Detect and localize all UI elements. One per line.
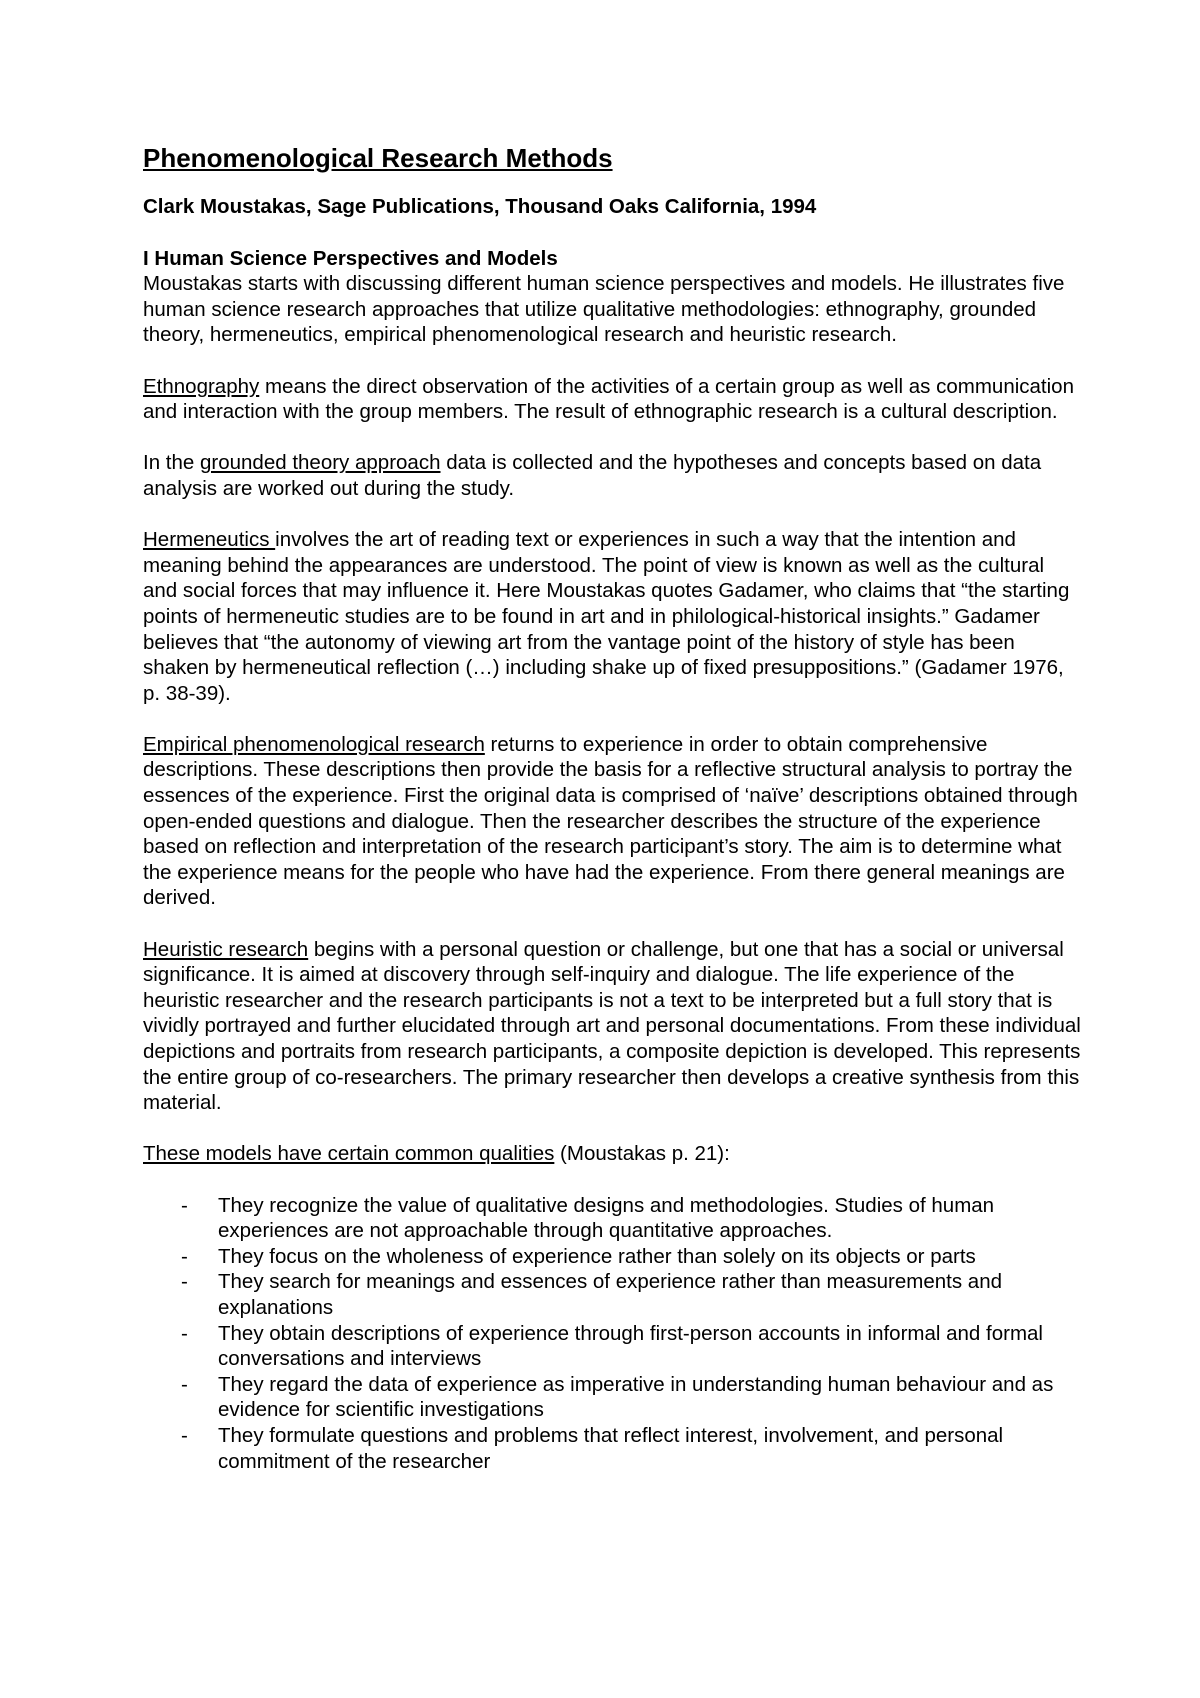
- ethnography-text: means the direct observation of the activities of a certain group as well as communication and interaction with the group members. The result of ethnographic research is a cultural description.: [143, 374, 1074, 424]
- hermeneutics-term: Hermeneutics: [143, 528, 276, 552]
- grounded-theory-term: grounded theory approach: [200, 451, 441, 475]
- list-item: [143, 1423, 1083, 1474]
- bullet-dash: -: [181, 1193, 188, 1217]
- hermeneutics-text: involves the art of reading text or experiences in such a way that the intention and meaning behind the appearances are understood. The point of view is known as well as the cultural and social forces that may influence it. Here Moustakas quotes Gadamer, who claims that “the starting points of hermeneutic studies are to be found in art and in philological-historical insights.” Gadamer believes that “the autonomy of viewing art from the vantage point of the history of style has been shaken by hermeneutical reflection (…) including shake up of fixed presuppositions.” (Gadamer 1976, p. 38-39).: [143, 528, 1070, 705]
- grounded-theory-paragraph: [143, 450, 1083, 501]
- bullet-dash: -: [181, 1372, 188, 1396]
- list-item: [143, 1269, 1083, 1320]
- bullet-dash: -: [181, 1423, 188, 1447]
- grounded-theory-lead: In the: [143, 451, 200, 475]
- empirical-paragraph: [143, 732, 1083, 911]
- heuristic-text: begins with a personal question or challenge, but one that has a social or universal significance. It is aimed at discovery through self-inquiry and dialogue. The life experience of the heuristic researcher and the research participants is not a text to be interpreted but a full story that is vividly portrayed and further elucidated through art and personal documentations. From these individual depictions and portraits from research participants, a composite depiction is developed. This represents the entire group of co-researchers. The primary researcher then develops a creative synthesis from this material.: [143, 937, 1081, 1115]
- ethnography-term: Ethnography: [143, 374, 260, 398]
- qualities-list: [143, 1193, 1083, 1475]
- bullet-dash: -: [181, 1321, 188, 1345]
- bullet-dash: -: [181, 1244, 188, 1268]
- section-heading: I Human Science Perspectives and Models: [143, 246, 558, 270]
- list-item-text: They formulate questions and problems that reflect interest, involvement, and personal commitment of the researcher: [218, 1423, 1004, 1473]
- empirical-text: returns to experience in order to obtain comprehensive descriptions. These descriptions then provide the basis for a reflective structural analysis to portray the essences of the experience. First the original data is comprised of ‘naïve’ descriptions obtained through open-ended questions and dialogue. Then the researcher describes the structure of the experience based on reflection and interpretation of the research participant’s story. The aim is to determine what the experience means for the people who have had the experience. From there general meanings are derived.: [143, 732, 1078, 910]
- qualities-text: (Moustakas p. 21):: [554, 1142, 730, 1166]
- list-item-text: They obtain descriptions of experience through first-person accounts in informal and formal conversations and interviews: [218, 1321, 1043, 1371]
- list-item: [143, 1321, 1083, 1372]
- list-item: [143, 1244, 1083, 1270]
- list-item: [143, 1193, 1083, 1244]
- document-page: [143, 142, 1083, 1474]
- list-item-text: They focus on the wholeness of experience rather than solely on its objects or parts: [218, 1244, 976, 1268]
- heuristic-term: Heuristic research: [143, 937, 309, 961]
- grounded-theory-text: data is collected and the hypotheses and concepts based on data analysis are worked out during the study.: [143, 451, 1042, 500]
- ethnography-paragraph: [143, 374, 1083, 425]
- list-item-text: They recognize the value of qualitative designs and methodologies. Studies of human experiences are not approachable through quantitative approaches.: [218, 1193, 995, 1243]
- list-item: [143, 1372, 1083, 1423]
- list-item-text: They regard the data of experience as imperative in understanding human behaviour and as evidence for scientific investigations: [218, 1372, 1054, 1422]
- section-intro: Moustakas starts with discussing different human science perspectives and models. He illustrates five human science research approaches that utilize qualitative methodologies: ethnography, grounded theory, hermeneutics, empirical phenomenological research and heuristic research.: [143, 272, 1065, 347]
- qualities-term: These models have certain common qualities: [143, 1142, 555, 1166]
- hermeneutics-paragraph: [143, 527, 1083, 706]
- author-line: Clark Moustakas, Sage Publications, Thousand Oaks California, 1994: [143, 195, 817, 218]
- bullet-dash: -: [181, 1270, 188, 1294]
- heuristic-paragraph: [143, 937, 1083, 1116]
- list-item-text: They search for meanings and essences of experience rather than measurements and explanations: [218, 1270, 1002, 1319]
- document-title: Phenomenological Research Methods: [143, 143, 613, 173]
- qualities-intro: [143, 1141, 1083, 1167]
- empirical-term: Empirical phenomenological research: [143, 732, 485, 756]
